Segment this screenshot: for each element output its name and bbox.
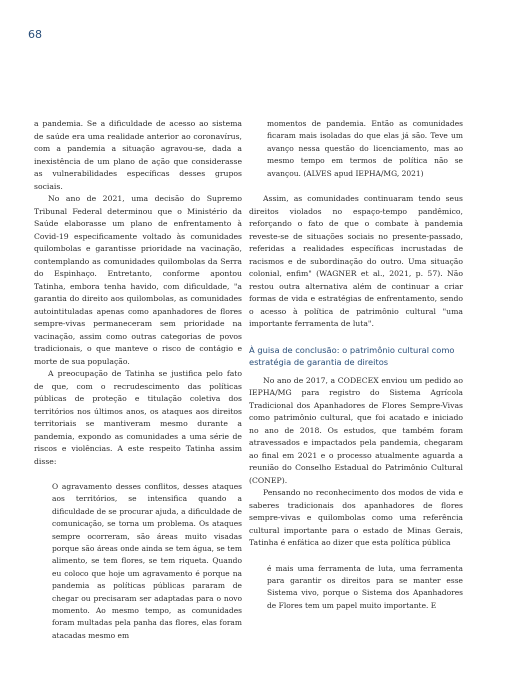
block-quote: O agravamento desses conflitos, desses ataques aos territórios, se intensifica quando a dificuldade de se procurar ajuda, a dificuldade de comunicação, se torna um problema. Os ataques sempre ocorreram, são áreas muito visadas porque são áreas onde ainda se tem água, se tem alimento, se tem flores, se tem riqueta. Quando eu coloco que hoje um agravamento é porque na pandemia as políticas públicas pararam de chegar ou precisaram ser adaptadas para o novo momento. Ao mesmo tempo, as comunidades foram multadas pela panha das flores, elas foram atacadas mesmo em <box>52 482 242 640</box>
paragraph: Assim, as comunidades continuaram tendo seus direitos violados no espaço-tempo pandêmico, reforçando o fato de que o combate à pandemia reveste-se de situações sociais no presente-passado, referidas a realidades específicas incrustadas de racismos e de subordinação do outro. Uma situação colonial, enfim" (WAGNER et al., 2021, p. 57). Não restou outra alternativa além de continuar a criar formas de vida e estratégias de enfrentamento, sendo o acesso à política de patrimônio cultural "uma importante ferramenta de luta". <box>249 194 463 329</box>
page-number: 68 <box>28 28 42 41</box>
paragraph: A preocupação de Tatinha se justifica pelo fato de que, com o recrudescimento das políticas públicas de proteção e titulação coletiva dos territórios nos últimos anos, os ataques aos direitos territoriais se mantiveram mesmo durante a pandemia, expondo as comunidades a uma série de riscos e violências. A este respeito Tatinha assim disse: <box>34 369 242 466</box>
paragraph: No ano de 2021, uma decisão do Supremo Tribunal Federal determinou que o Ministério da Saúde elaborasse um plano de enfrentamento à Covid-19 especificamente voltado às comunidades quilombolas e garantisse prioridade na vacinação, contemplando as comunidades quilombolas da Serra do Espinhaço. Entretanto, conforme apontou Tatinha, embora tenha havido, com dificuldade, "a garantia do direito aos quilombolas, as comunidades autointituladas apenas como apanhadores de flores sempre-vivas permaneceram sem prioridade na vacinação, assim como outras categorias de povos tradicionais, o que manteve o risco de contágio e morte de sua população. <box>34 194 242 366</box>
block-quote-continued: momentos de pandemia. Então as comunidades ficaram mais isoladas do que elas já são. Teve um avanço nessa questão do licenciamento, mas ao mesmo tempo em termos de política não se avançou. (ALVES apud IEPHA/MG, 2021) <box>267 119 463 178</box>
paragraph: a pandemia. Se a dificuldade de acesso ao sistema de saúde era uma realidade anterior ao coronavírus, com a pandemia a situação agravou-se, dada a inexistência de um plano de ação que considerasse as vulnerabilidades específicas desses grupos sociais. <box>34 119 242 191</box>
paragraph: No ano de 2017, a CODECEX enviou um pedido ao IEPHA/MG para registro do Sistema Agrícola Tradicional dos Apanhadores de Flores Sempre-Vivas como patrimônio cultural, que foi acatado e iniciado no ano de 2018. Os estudos, que também foram atravessados e impactados pela pandemia, chegaram ao final em 2021 e o processo atualmente aguarda a reunião do Conselho Estadual do Patrimônio Cultural (CONEP). <box>249 375 463 485</box>
paragraph: Pensando no reconhecimento dos modos de vida e saberes tradicionais dos apanhadores de flores sempre-vivas e quilombolas como uma referência cultural importante para o estado de Minas Gerais, Tatinha é enfática ao dizer que esta política pública <box>249 488 463 548</box>
block-quote: é mais uma ferramenta de luta, uma ferramenta para garantir os direitos para se manter esse Sistema vivo, porque o Sistema dos Apanhadores de Flores tem um papel muito importante. E <box>267 563 463 610</box>
right-column <box>249 118 463 612</box>
section-heading: À guisa de conclusão: o patrimônio cultural como estratégia de garantia de direitos <box>249 344 455 367</box>
left-column <box>34 118 242 642</box>
